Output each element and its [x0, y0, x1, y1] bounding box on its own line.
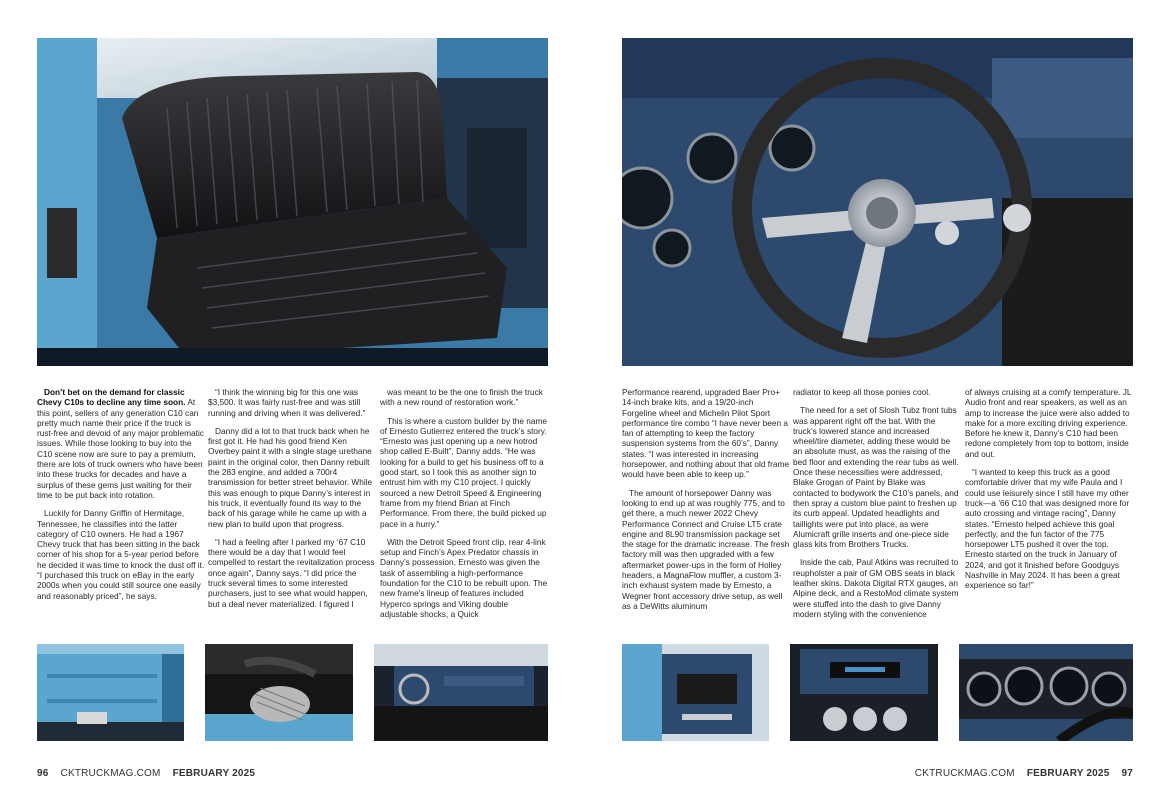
paragraph: “I think the winning big for this one was $3,500. It was fairly rust-free and was still running and driving when it was delivered.” [208, 387, 366, 418]
left-column-2 [208, 387, 376, 617]
paragraph: Inside the cab, Paul Atkins was recruited to reupholster a pair of GM OBS seats in black leather skins. Dakota Digital RTX gauges, an Alpine deck, and a RestoMod climate system were stuffed into the dash to give Danny modern styling with the convenience [793, 557, 959, 619]
gauges-photo [959, 644, 1133, 741]
paragraph: radiator to keep all those ponies cool. [793, 387, 931, 397]
paragraph: Performance rearend, upgraded Baer Pro+ 14-inch brake kits, and a 19/20-inch Forgeline wheel and Michelin Pilot Sport performance tire combo “I have never been a fan of attempting to keep the factory suspension systems from the 60’s”, Danny states. “I was interested in increasing horsepower, and nothing about that old frame would have been able to keep up.” [622, 387, 789, 480]
bench-seat-photo [37, 38, 548, 366]
paragraph: With the Detroit Speed front clip, rear 4-link setup and Finch’s Apex Predator chassis in Danny’s possession, Ernesto was given the task of assembling a high-performance foundation for the C10 to be rebuilt upon. The new frame’s lineup of features included Hyperco springs and Viking double adjustable shocks, a Quick [380, 536, 548, 619]
left-column-3 [380, 387, 548, 627]
paragraph: Don’t bet on the demand for classic Chevy C10s to decline any time soon. At this point, sellers of any generation C10 can pretty much name their price if the truck is rust-free and devoid of any major problematic issues. While those looking to buy into the C10 scene now are sure to pay a premium, there are lots of truck owners who have been into these trucks for decades and have a surplus of these gems just waiting for their time to be put back into rotation. [37, 387, 204, 500]
paragraph: Luckily for Danny Griffin of Hermitage, Tennessee, he classifies into the latter category of C10 owners. He had a 1967 Chevy truck that has been sitting in the back corner of his shop for a 5-year period before he decided it was time to knock the dust off it. “I purchased this truck on eBay in the early 2000s when you could still source one easily and reasonably priced”, he says. [37, 508, 205, 601]
paragraph: The amount of horsepower Danny was looking to end up at was roughly 775, and to get there, a much newer 2022 Chevy Performance Connect and Cruise LT5 crate engine and 8L90 transmission package set the stage for the dramatic increase. The fresh factory mill was then upgraded with a few aftermarket power-ups in the form of Holley headers, a MagnaFlow muffler, a custom 3-inch exhaust system made by Ernesto, a Wegner front accessory drive setup, as well as a DeWitts aluminum [622, 487, 790, 611]
dashboard-photo [374, 644, 548, 741]
left-column-1 [37, 387, 205, 609]
steering-wheel-photo [622, 38, 1133, 366]
paragraph: “I wanted to keep this truck as a good comfortable driver that my wife Paula and I could use leisurely since I still have my other truck—a ’66 C10 that was designed more for auto crossing and vintage racing”, Danny states. “Ernesto helped achieve this goal perfectly, and the fun factor of the 775 horsepower LT5 pushed it over the top. Ernesto started on the truck in January of 2024, and got it finished before Goodguys Nashville in May 2024. It has been a great experience so far!” [965, 467, 1130, 591]
right-column-1 [622, 387, 790, 619]
console-photo [790, 644, 938, 741]
paragraph: The need for a set of Slosh Tubz front tubs was apparent right off the bat. With the truck’s lowered stance and increased wheel/tire diameter, adding these would be an absolute must, as was the raising of the bed floor and extending the rear tubs as well. Once these necessities were addressed, Blake Grogan of Paint by Blake was contacted to bodywork the C10’s panels, and then spray a custom blue paint to freshen up its curb appeal. Updated headlights and taillights were put into place, as were Alumicraft grille inserts and one-piece side glass kits from Brothers Trucks. [793, 405, 959, 550]
paragraph: of always cruising at a comfy temperature. JL Audio front and rear speakers, as well as an amp to increase the juice were also added to make for a more exciting driving experience. Before he knew it, Danny’s C10 had been redone completely from top to bottom, inside and out. [965, 387, 1132, 459]
right-folio [915, 768, 1133, 779]
paragraph: This is where a custom builder by the name of Ernesto Gutierrez entered the truck’s story. “Ernesto was just opening up a new hotrod shop called E-Built”, Danny adds. “He was looking for a build to get his business off to a good start, so I took this as another sign to entrust him with my C10 project. I quickly sourced a new Detroit Speed & Engineering frame from my friend Brian at Finch Performance. From there, the build picked up pace in a hurry.” [380, 415, 548, 529]
issue-date: FEBRUARY 2025 [1026, 768, 1110, 779]
paragraph: Danny did a lot to that truck back when he first got it. He had his good friend Ken Overbey paint it with a single stage urethane paint in the original color, then Danny rebuilt the 283 engine, and added a 700r4 transmission for better street behavior. While this was enough to pique Danny’s interest in his truck, it eventually found its way to the back of his garage while he came up with a new plan to build upon that progress. [208, 425, 373, 529]
left-folio [37, 768, 255, 779]
right-column-2 [793, 387, 961, 627]
engine-intake-photo [205, 644, 353, 741]
site-name: CKTRUCKMAG.COM [914, 768, 1015, 779]
site-name: CKTRUCKMAG.COM [60, 768, 161, 779]
paragraph: was meant to be the one to finish the truck with a new round of restoration work.” [380, 387, 543, 408]
door-panel-photo [622, 644, 769, 741]
issue-date: FEBRUARY 2025 [172, 768, 256, 779]
page-number: 97 [1121, 768, 1133, 779]
page-number: 96 [37, 768, 49, 779]
paragraph: “I had a feeling after I parked my ’67 C10 there would be a day that I would feel compelled to restart the revitalization process once again”, Danny says. “I did price the truck several times to some interested purchasers, just to see what would happen, but a deal never materialized. I figured I [208, 536, 375, 609]
right-page [585, 0, 1170, 796]
right-column-3 [965, 387, 1133, 599]
tailgate-photo [37, 644, 184, 741]
